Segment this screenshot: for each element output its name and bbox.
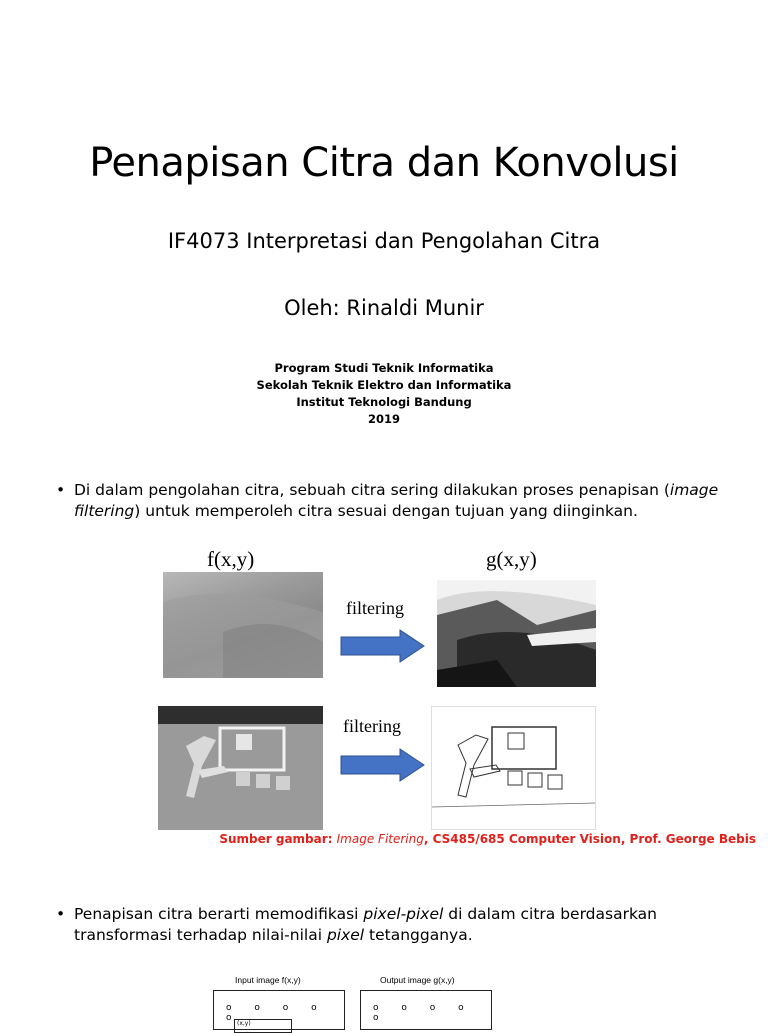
image-source-credit — [219, 832, 756, 846]
bullet-text-part: Penapisan citra berarti memodifikasi — [74, 905, 364, 923]
institution-block — [0, 360, 768, 428]
pixel-row: o o o o o — [373, 1003, 474, 1023]
diagram-output-grid — [360, 990, 492, 1030]
arrow-right-icon — [340, 629, 426, 663]
input-image-label: f(x,y) — [207, 547, 255, 571]
bullet-text-part: di dalam citra berdasarkan transformasi terhadap nilai-nilai — [74, 905, 657, 944]
output-image-label: g(x,y) — [486, 547, 537, 571]
filtering-label-1: filtering — [346, 598, 404, 618]
pixel-row: o o o o o — [226, 1003, 327, 1023]
robot-output-drawing — [432, 707, 595, 829]
bullet-dot: • — [56, 481, 66, 499]
source-prefix: Sumber gambar: — [219, 832, 337, 846]
school-name: Sekolah Teknik Elektro dan Informatika — [256, 378, 512, 392]
bullet-text — [74, 904, 756, 946]
bullet-text-part: tetangganya. — [364, 926, 473, 944]
bullet-dot: • — [56, 905, 66, 923]
page-title: Penapisan Citra dan Konvolusi — [89, 140, 679, 186]
filtering-label-2: filtering — [343, 716, 401, 736]
bullet-text-italic: pixel-pixel — [363, 905, 444, 923]
robot-input-image — [158, 706, 323, 830]
diagram-input-label: Input image f(x,y) — [235, 975, 301, 985]
bullet-text-italic: image filtering — [74, 481, 719, 520]
source-italic: Image Fitering — [336, 832, 424, 846]
bullet-text-part: ) untuk memperoleh citra sesuai dengan tujuan yang diinginkan. — [134, 502, 638, 520]
source-rest: , CS485/685 Computer Vision, Prof. George Bebis — [423, 832, 756, 846]
landscape-input-drawing — [163, 572, 323, 678]
year: 2019 — [367, 412, 400, 426]
robot-input-drawing — [158, 706, 323, 830]
landscape-output-drawing — [437, 580, 596, 687]
bullet-pixel-transform — [56, 904, 756, 946]
robot-output-image — [431, 706, 596, 830]
landscape-input-image — [163, 572, 323, 678]
landscape-output-image — [437, 580, 596, 687]
bullet-text-italic: pixel — [326, 926, 365, 944]
diagram-output-label: Output image g(x,y) — [380, 975, 455, 985]
arrow-right-icon — [340, 748, 426, 782]
bullet-text-part: Di dalam pengolahan citra, sebuah citra sering dilakukan proses penapisan ( — [74, 481, 670, 499]
bullet-image-filtering — [56, 480, 756, 522]
author-line: Oleh: Rinaldi Munir — [284, 296, 484, 320]
diagram-input-grid — [213, 990, 345, 1030]
program-name: Program Studi Teknik Informatika — [274, 361, 494, 375]
neighborhood-patch: (x,y) — [234, 1019, 292, 1033]
bullet-text — [74, 480, 756, 522]
university-name: Institut Teknologi Bandung — [296, 395, 472, 409]
course-title: IF4073 Interpretasi dan Pengolahan Citra — [167, 229, 601, 253]
